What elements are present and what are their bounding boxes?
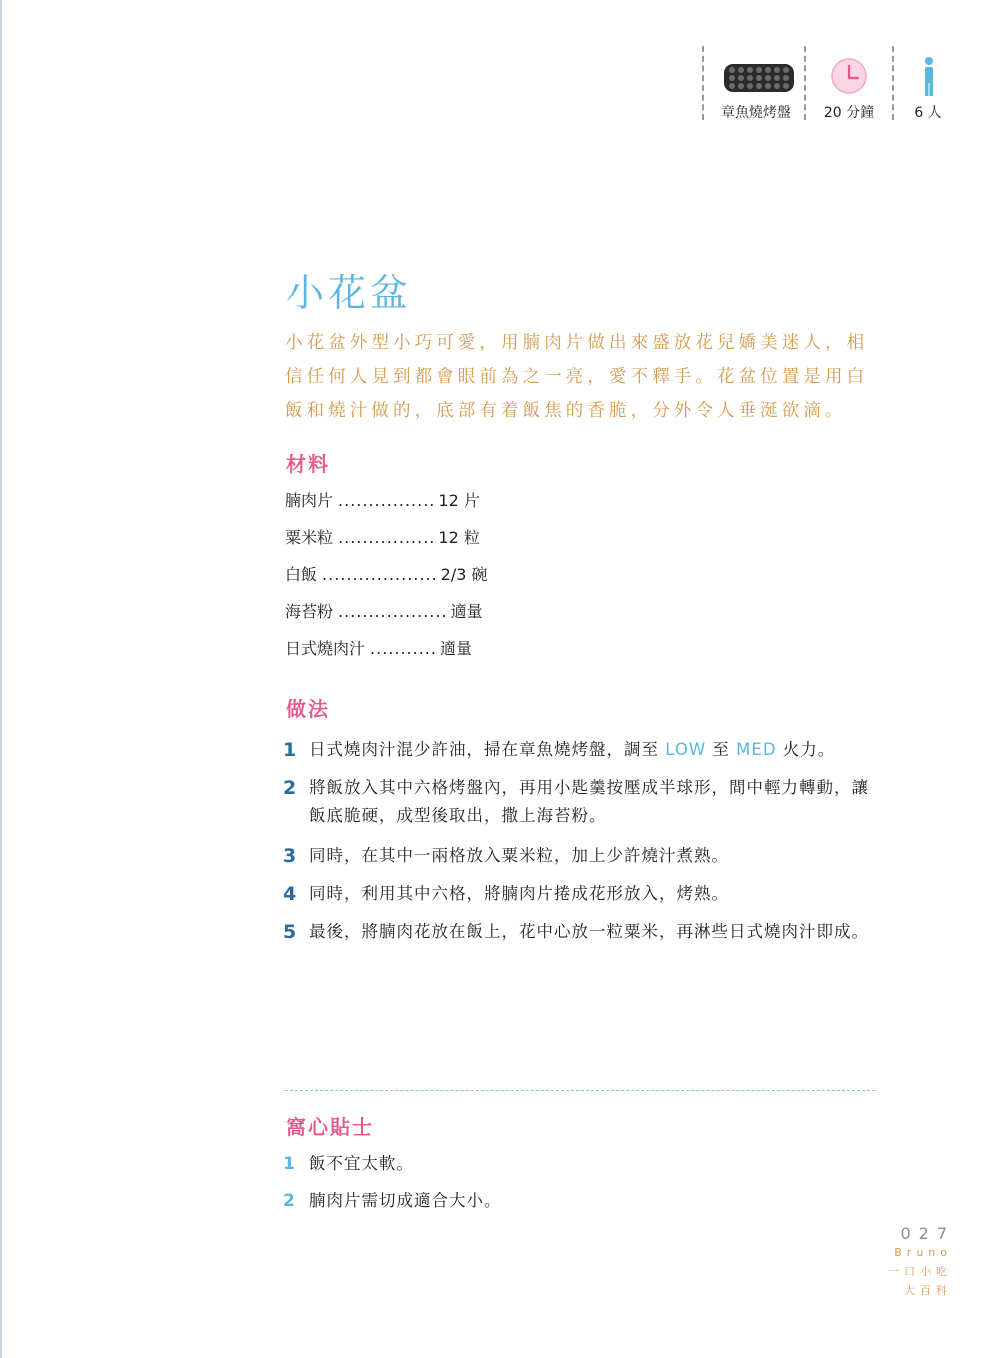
ingredients-heading: 材料 <box>286 452 330 476</box>
info-divider <box>892 46 894 120</box>
person-icon <box>896 54 960 98</box>
ingredient-name: 海苔粉 <box>285 602 334 621</box>
step-text <box>309 736 835 764</box>
leader-dots: ................... <box>322 565 438 584</box>
step-text-part: 火力。 <box>776 740 836 759</box>
ingredient-item <box>285 562 488 599</box>
book-series: Bruno <box>894 1246 952 1259</box>
book-title-line: 一口小吃 <box>888 1265 952 1278</box>
step-item <box>283 918 883 946</box>
tip-number: 1 <box>283 1154 295 1174</box>
page-number: 027 <box>900 1224 955 1243</box>
ingredient-name: 腩肉片 <box>285 491 334 510</box>
step-text-part: 日式燒肉汁混少許油，掃在章魚燒烤盤，調至 <box>309 740 666 759</box>
step-item <box>283 736 883 764</box>
method-heading: 做法 <box>286 697 330 721</box>
med-setting: MED <box>736 740 777 759</box>
book-title-line: 大百科 <box>904 1284 952 1297</box>
ingredient-name: 粟米粒 <box>285 528 334 547</box>
page-edge <box>0 0 2 1358</box>
step-text: 最後，將腩肉花放在飯上，花中心放一粒粟米，再淋些日式燒肉汁即成。 <box>309 922 869 941</box>
info-divider <box>702 46 704 120</box>
recipe-title: 小花盆 <box>286 271 413 315</box>
info-tool <box>706 46 806 120</box>
step-text: 同時，在其中一兩格放入粟米粒，加上少許燒汁煮熟。 <box>309 846 729 865</box>
tip-text: 腩肉片需切成適合大小。 <box>309 1191 502 1210</box>
info-divider <box>804 46 806 120</box>
ingredients-list <box>285 488 488 673</box>
tool-label: 章魚燒烤盤 <box>721 105 791 121</box>
ingredient-amount: 2/3 碗 <box>440 565 488 584</box>
tip-number: 2 <box>283 1191 295 1211</box>
step-number: 2 <box>283 777 297 799</box>
step-text-part: 至 <box>706 740 737 759</box>
ingredient-amount: 12 粒 <box>438 528 480 547</box>
ingredient-item <box>285 525 488 562</box>
step-text: 同時，利用其中六格，將腩肉片捲成花形放入，烤熟。 <box>309 884 729 903</box>
ingredient-name: 白飯 <box>285 565 318 584</box>
leader-dots: ................ <box>338 528 436 547</box>
step-item <box>283 842 883 870</box>
tip-item <box>283 1188 502 1225</box>
ingredient-amount: 適量 <box>450 602 483 621</box>
ingredient-item <box>285 488 488 525</box>
info-time <box>808 46 890 120</box>
tips-heading: 窩心貼士 <box>286 1115 374 1139</box>
step-item <box>283 880 883 908</box>
step-text: 將飯放入其中六格烤盤內，再用小匙羹按壓成半球形，間中輕力轉動，讓飯底脆硬，成型後取出，撒上海苔粉。 <box>309 778 869 825</box>
info-servings <box>896 46 960 120</box>
ingredient-amount: 12 片 <box>438 491 480 510</box>
time-label: 20 分鐘 <box>823 105 875 121</box>
tip-item <box>283 1151 502 1188</box>
ingredient-name: 日式燒肉汁 <box>285 639 366 658</box>
tips-list <box>283 1151 502 1225</box>
step-number: 4 <box>283 883 297 905</box>
low-setting: LOW <box>665 740 707 759</box>
page-folio <box>888 1224 955 1300</box>
step-number: 1 <box>283 739 297 761</box>
recipe-intro: 小花盆外型小巧可愛，用腩肉片做出來盛放花兒嬌美迷人，相信任何人見到都會眼前為之一亮，愛不釋手。花盆位置是用白飯和燒汁做的，底部有着飯焦的香脆，分外令人垂涎欲滴。 <box>285 333 869 421</box>
servings-label: 6 人 <box>914 105 942 121</box>
tips-divider <box>285 1090 875 1091</box>
leader-dots: ........... <box>370 639 437 658</box>
step-number: 3 <box>283 845 297 867</box>
step-item <box>283 774 883 830</box>
leader-dots: ................ <box>338 491 436 510</box>
step-number: 5 <box>283 921 297 943</box>
tip-text: 飯不宜太軟。 <box>309 1154 414 1173</box>
method-steps <box>283 736 883 956</box>
ingredient-item <box>285 636 488 673</box>
recipe-info-bar <box>700 46 960 120</box>
ingredient-item <box>285 599 488 636</box>
leader-dots: .................. <box>338 602 448 621</box>
takoyaki-plate-icon <box>706 54 806 98</box>
ingredient-amount: 適量 <box>439 639 472 658</box>
clock-icon <box>808 54 890 98</box>
